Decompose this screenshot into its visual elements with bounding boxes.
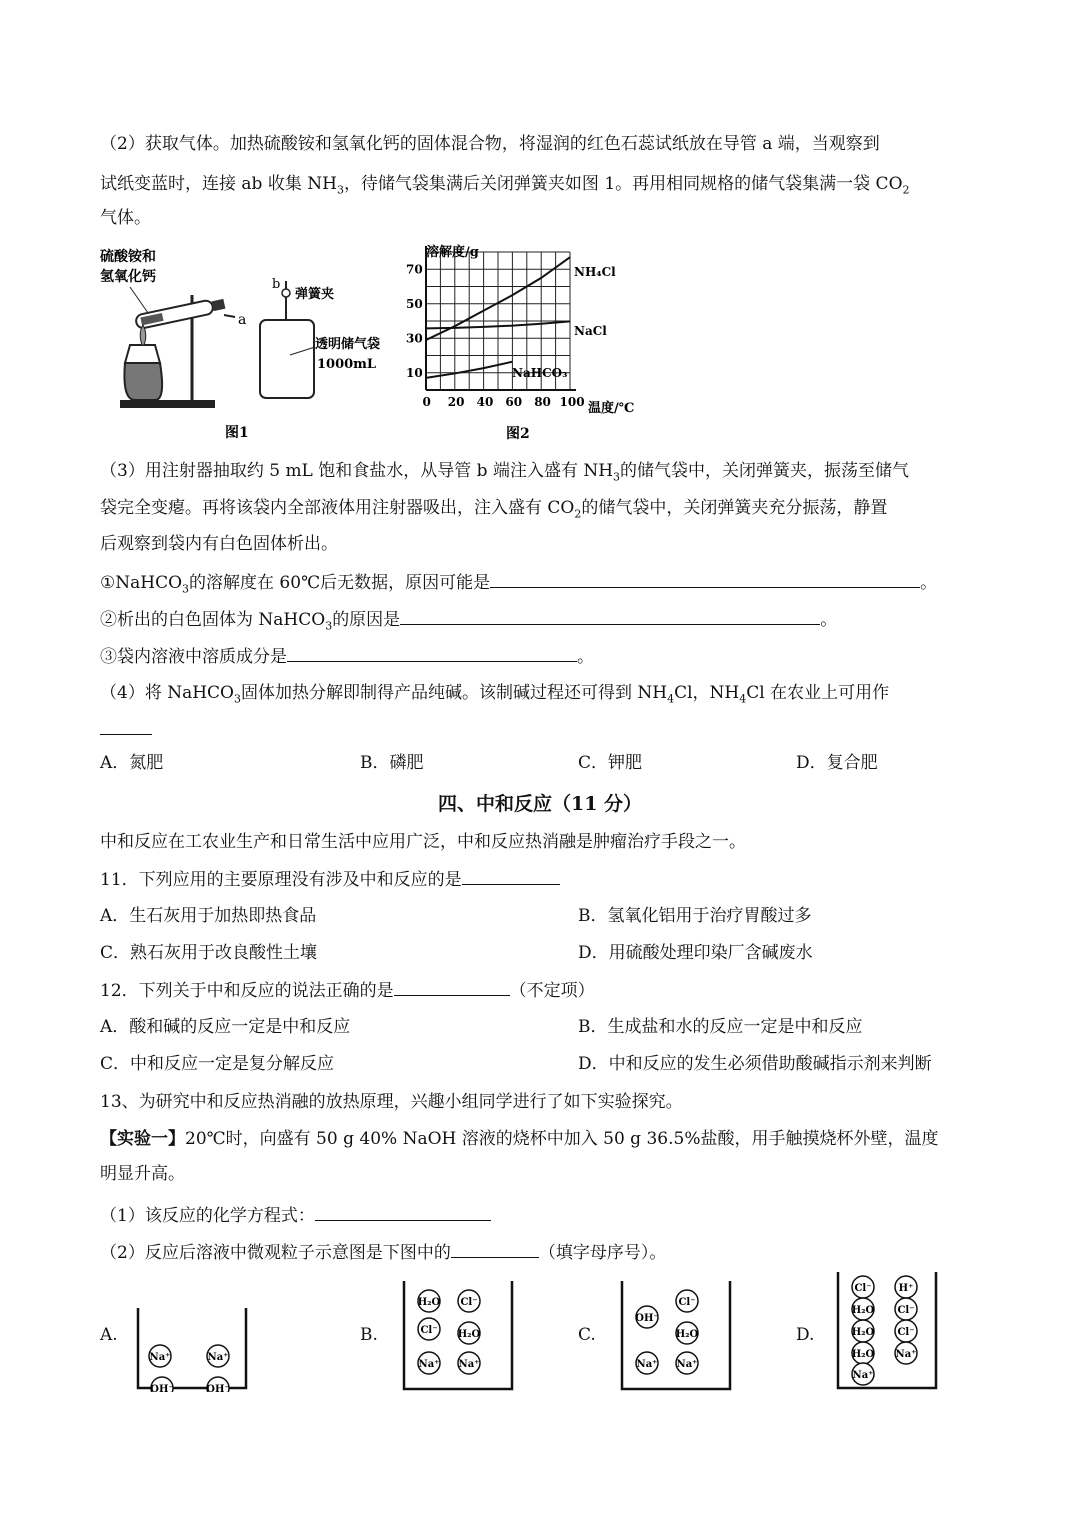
svg-text:H₂O: H₂O [851, 1349, 875, 1360]
q12-option-c[interactable]: C．中和反应一定是复分解反应 [100, 1054, 335, 1074]
svg-text:Cl⁻: Cl⁻ [897, 1327, 915, 1338]
svg-text:H₂O: H₂O [457, 1329, 481, 1340]
q13-1-answer-blank[interactable] [315, 1204, 491, 1221]
x-tick-label: 60 [505, 395, 523, 409]
svg-text:Na⁺: Na⁺ [636, 1359, 658, 1370]
particle [458, 1322, 481, 1344]
q12-stem: 12．下列关于中和反应的说法正确的是 （不定项） [100, 981, 595, 1001]
particle [895, 1298, 917, 1320]
sub-question-1: ①NaHCO$_3$的溶解度在 60℃后无数据，原因可能是 。 [100, 573, 938, 596]
y-tick-label: 10 [406, 365, 423, 380]
beaker-a [136, 1306, 250, 1392]
beaker-b [402, 1279, 516, 1393]
q12-option-d[interactable]: D．中和反应的发生必须借助酸碱指示剂来判断 [578, 1054, 932, 1074]
q4-blank-line [100, 718, 152, 741]
particle [852, 1276, 874, 1298]
particle [852, 1363, 874, 1385]
svg-text:Na⁺: Na⁺ [418, 1359, 440, 1370]
section-intro: 中和反应在工农业生产和日常生活中应用广泛，中和反应热消融是肿瘤治疗手段之一。 [100, 832, 746, 852]
particle [206, 1377, 229, 1392]
beaker-label-a[interactable]: A. [100, 1325, 118, 1345]
sub-question-3: ③袋内溶液中溶质成分是 。 [100, 647, 594, 667]
svg-text:OH⁻: OH⁻ [635, 1313, 659, 1324]
y-tick-label: 30 [406, 331, 423, 346]
y-axis-label: 溶解度/g [426, 245, 479, 260]
particle [207, 1345, 229, 1367]
beaker-c [620, 1279, 734, 1393]
q11-stem: 11．下列应用的主要原理没有涉及中和反应的是 [100, 868, 560, 891]
particle [895, 1320, 917, 1342]
experiment-1-line-1: 【实验一】20℃时，向盛有 50 g 40% NaOH 溶液的烧杯中加入 50 g 36.5%盐酸，用手触摸烧杯外壁，温度 [100, 1129, 939, 1149]
q4-option-d[interactable]: D．复合肥 [796, 753, 878, 773]
q11-option-b[interactable]: B．氢氧化铝用于治疗胃酸过多 [578, 906, 812, 926]
svg-text:Cl⁻: Cl⁻ [897, 1305, 915, 1316]
particle [418, 1352, 440, 1374]
svg-text:H₂O: H₂O [417, 1297, 441, 1308]
label-a: a [238, 312, 247, 328]
svg-text:H₂O: H₂O [675, 1329, 699, 1340]
figure-2-caption: 图2 [506, 426, 530, 442]
x-tick-label: 40 [476, 395, 494, 409]
stand-base [120, 400, 215, 408]
figure-1-apparatus [100, 245, 410, 445]
q13-2-answer-blank[interactable] [451, 1241, 539, 1258]
figure-1-caption: 图1 [225, 425, 249, 441]
alcohol-lamp [124, 363, 162, 400]
beaker-d [836, 1270, 940, 1392]
particle [149, 1345, 171, 1367]
q3-line-1: （3）用注射器抽取约 5 mL 饱和食盐水，从导管 b 端注入盛有 $NH_3$的储气袋中，关闭弹簧夹，振荡至储气 [100, 461, 910, 484]
svg-text:Cl⁻: Cl⁻ [678, 1297, 696, 1308]
svg-text:Na⁺: Na⁺ [458, 1359, 480, 1370]
svg-text:Cl⁻: Cl⁻ [854, 1283, 872, 1294]
q12-option-b[interactable]: B．生成盐和水的反应一定是中和反应 [578, 1017, 863, 1037]
svg-text:Na⁺: Na⁺ [676, 1359, 698, 1370]
particle [895, 1342, 917, 1364]
particle [676, 1322, 699, 1344]
q12-option-a[interactable]: A．酸和碱的反应一定是中和反应 [100, 1017, 351, 1037]
q12-answer-blank[interactable] [394, 979, 510, 996]
svg-text:H₂O: H₂O [851, 1305, 875, 1316]
answer-blank-2[interactable] [400, 608, 820, 625]
svg-text:Na⁺: Na⁺ [207, 1352, 229, 1363]
particle [635, 1306, 658, 1328]
series-label-nacl: NaCl [574, 324, 607, 338]
beaker-label-b[interactable]: B. [360, 1325, 378, 1345]
beaker-label-d[interactable]: D. [796, 1325, 815, 1345]
particle [852, 1320, 875, 1342]
particle [418, 1290, 441, 1312]
y-tick-label: 70 [406, 262, 423, 277]
label-reagent-1: 硫酸铵和 [100, 249, 156, 265]
particle [418, 1318, 440, 1340]
x-axis-label: 温度/℃ [588, 401, 635, 416]
q4-option-a[interactable]: A．氮肥 [100, 753, 164, 773]
q4-line: （4）将 NaHCO$_3$固体加热分解即制得产品纯碱。该制碱过程还可得到 $NH_4Cl$，$NH_4Cl$ 在农业上可用作 [100, 683, 890, 706]
particle [458, 1290, 480, 1312]
gas-bag [260, 320, 314, 398]
leader-line [130, 287, 148, 313]
particle [636, 1352, 658, 1374]
q4-option-c[interactable]: C．钾肥 [578, 753, 643, 773]
tube-nozzle [224, 315, 235, 317]
answer-blank-3[interactable] [287, 645, 577, 662]
q2-line-1: （2）获取气体。加热硫酸铵和氢氧化钙的固体混合物，将湿润的红色石蕊试纸放在导管 a 端，当观察到 [100, 134, 880, 154]
q11-option-a[interactable]: A．生石灰用于加热即热食品 [100, 906, 317, 926]
label-bag-2: 1000mL [317, 357, 377, 372]
svg-text:Na⁺: Na⁺ [852, 1370, 874, 1381]
svg-text:H₂O: H₂O [851, 1327, 875, 1338]
particle [458, 1352, 480, 1374]
test-tube [135, 297, 226, 329]
svg-text:Cl⁻: Cl⁻ [420, 1325, 438, 1336]
svg-text:OH⁻: OH⁻ [206, 1384, 230, 1392]
alcohol-lamp-top [125, 345, 160, 363]
particle [150, 1377, 173, 1392]
y-tick-label: 50 [406, 296, 423, 311]
svg-text:Na⁺: Na⁺ [149, 1352, 171, 1363]
x-tick-label: 0 [422, 395, 431, 409]
experiment-1-line-2: 明显升高。 [100, 1164, 185, 1184]
svg-text:H⁺: H⁺ [898, 1283, 914, 1294]
q4-option-b[interactable]: B．磷肥 [360, 753, 424, 773]
svg-text:OH⁻: OH⁻ [150, 1384, 174, 1392]
particle [852, 1342, 875, 1364]
q11-option-c[interactable]: C．熟石灰用于改良酸性土壤 [100, 943, 318, 963]
label-reagent-2: 氢氧化钙 [100, 269, 156, 285]
label-b: b [272, 277, 281, 292]
series-label-nahco3: NaHCO₃ [512, 366, 568, 380]
x-tick-label: 100 [559, 395, 585, 409]
q3-line-3: 后观察到袋内有白色固体析出。 [100, 534, 338, 554]
particle [676, 1290, 698, 1312]
particle [895, 1276, 917, 1298]
q2-line-2: 试纸变蓝时，连接 ab 收集 $NH_3$，待储气袋集满后关闭弹簧夹如图 1。再用相同规格的储气袋集满一袋 $CO_2$ [100, 174, 910, 197]
x-tick-label: 80 [534, 395, 551, 409]
q13-stem: 13、为研究中和反应热消融的放热原理，兴趣小组同学进行了如下实验探究。 [100, 1092, 683, 1112]
q13-1: （1）该反应的化学方程式： [100, 1204, 491, 1227]
label-clip: 弹簧夹 [295, 287, 335, 302]
svg-text:Na⁺: Na⁺ [895, 1349, 917, 1360]
figure-2-chart [400, 240, 650, 450]
q11-option-d[interactable]: D．用硫酸处理印染厂含碱废水 [578, 943, 813, 963]
answer-blank-1[interactable] [490, 571, 920, 588]
label-bag-1: 透明储气袋 [315, 337, 381, 352]
series-label-nh4cl: NH₄Cl [574, 265, 616, 279]
section-heading: 四、中和反应（11 分） [437, 793, 643, 815]
q3-line-2: 袋完全变瘪。再将该袋内全部液体用注射器吸出，注入盛有 $CO_2$的储气袋中，关闭弹簧夹充分振荡，静置 [100, 498, 888, 521]
spring-clip [282, 289, 290, 297]
x-tick-label: 20 [447, 395, 465, 409]
q11-answer-blank[interactable] [462, 868, 560, 885]
answer-blank-4[interactable] [100, 718, 152, 735]
particle [852, 1298, 875, 1320]
beaker-label-c[interactable]: C. [578, 1325, 596, 1345]
svg-text:Cl⁻: Cl⁻ [460, 1297, 478, 1308]
particle [676, 1352, 698, 1374]
q13-2: （2）反应后溶液中微观粒子示意图是下图中的 （填字母序号）。 [100, 1243, 667, 1263]
q2-line-3: 气体。 [100, 208, 151, 228]
sub-question-2: ②析出的白色固体为 NaHCO$_3$的原因是 。 [100, 610, 838, 633]
